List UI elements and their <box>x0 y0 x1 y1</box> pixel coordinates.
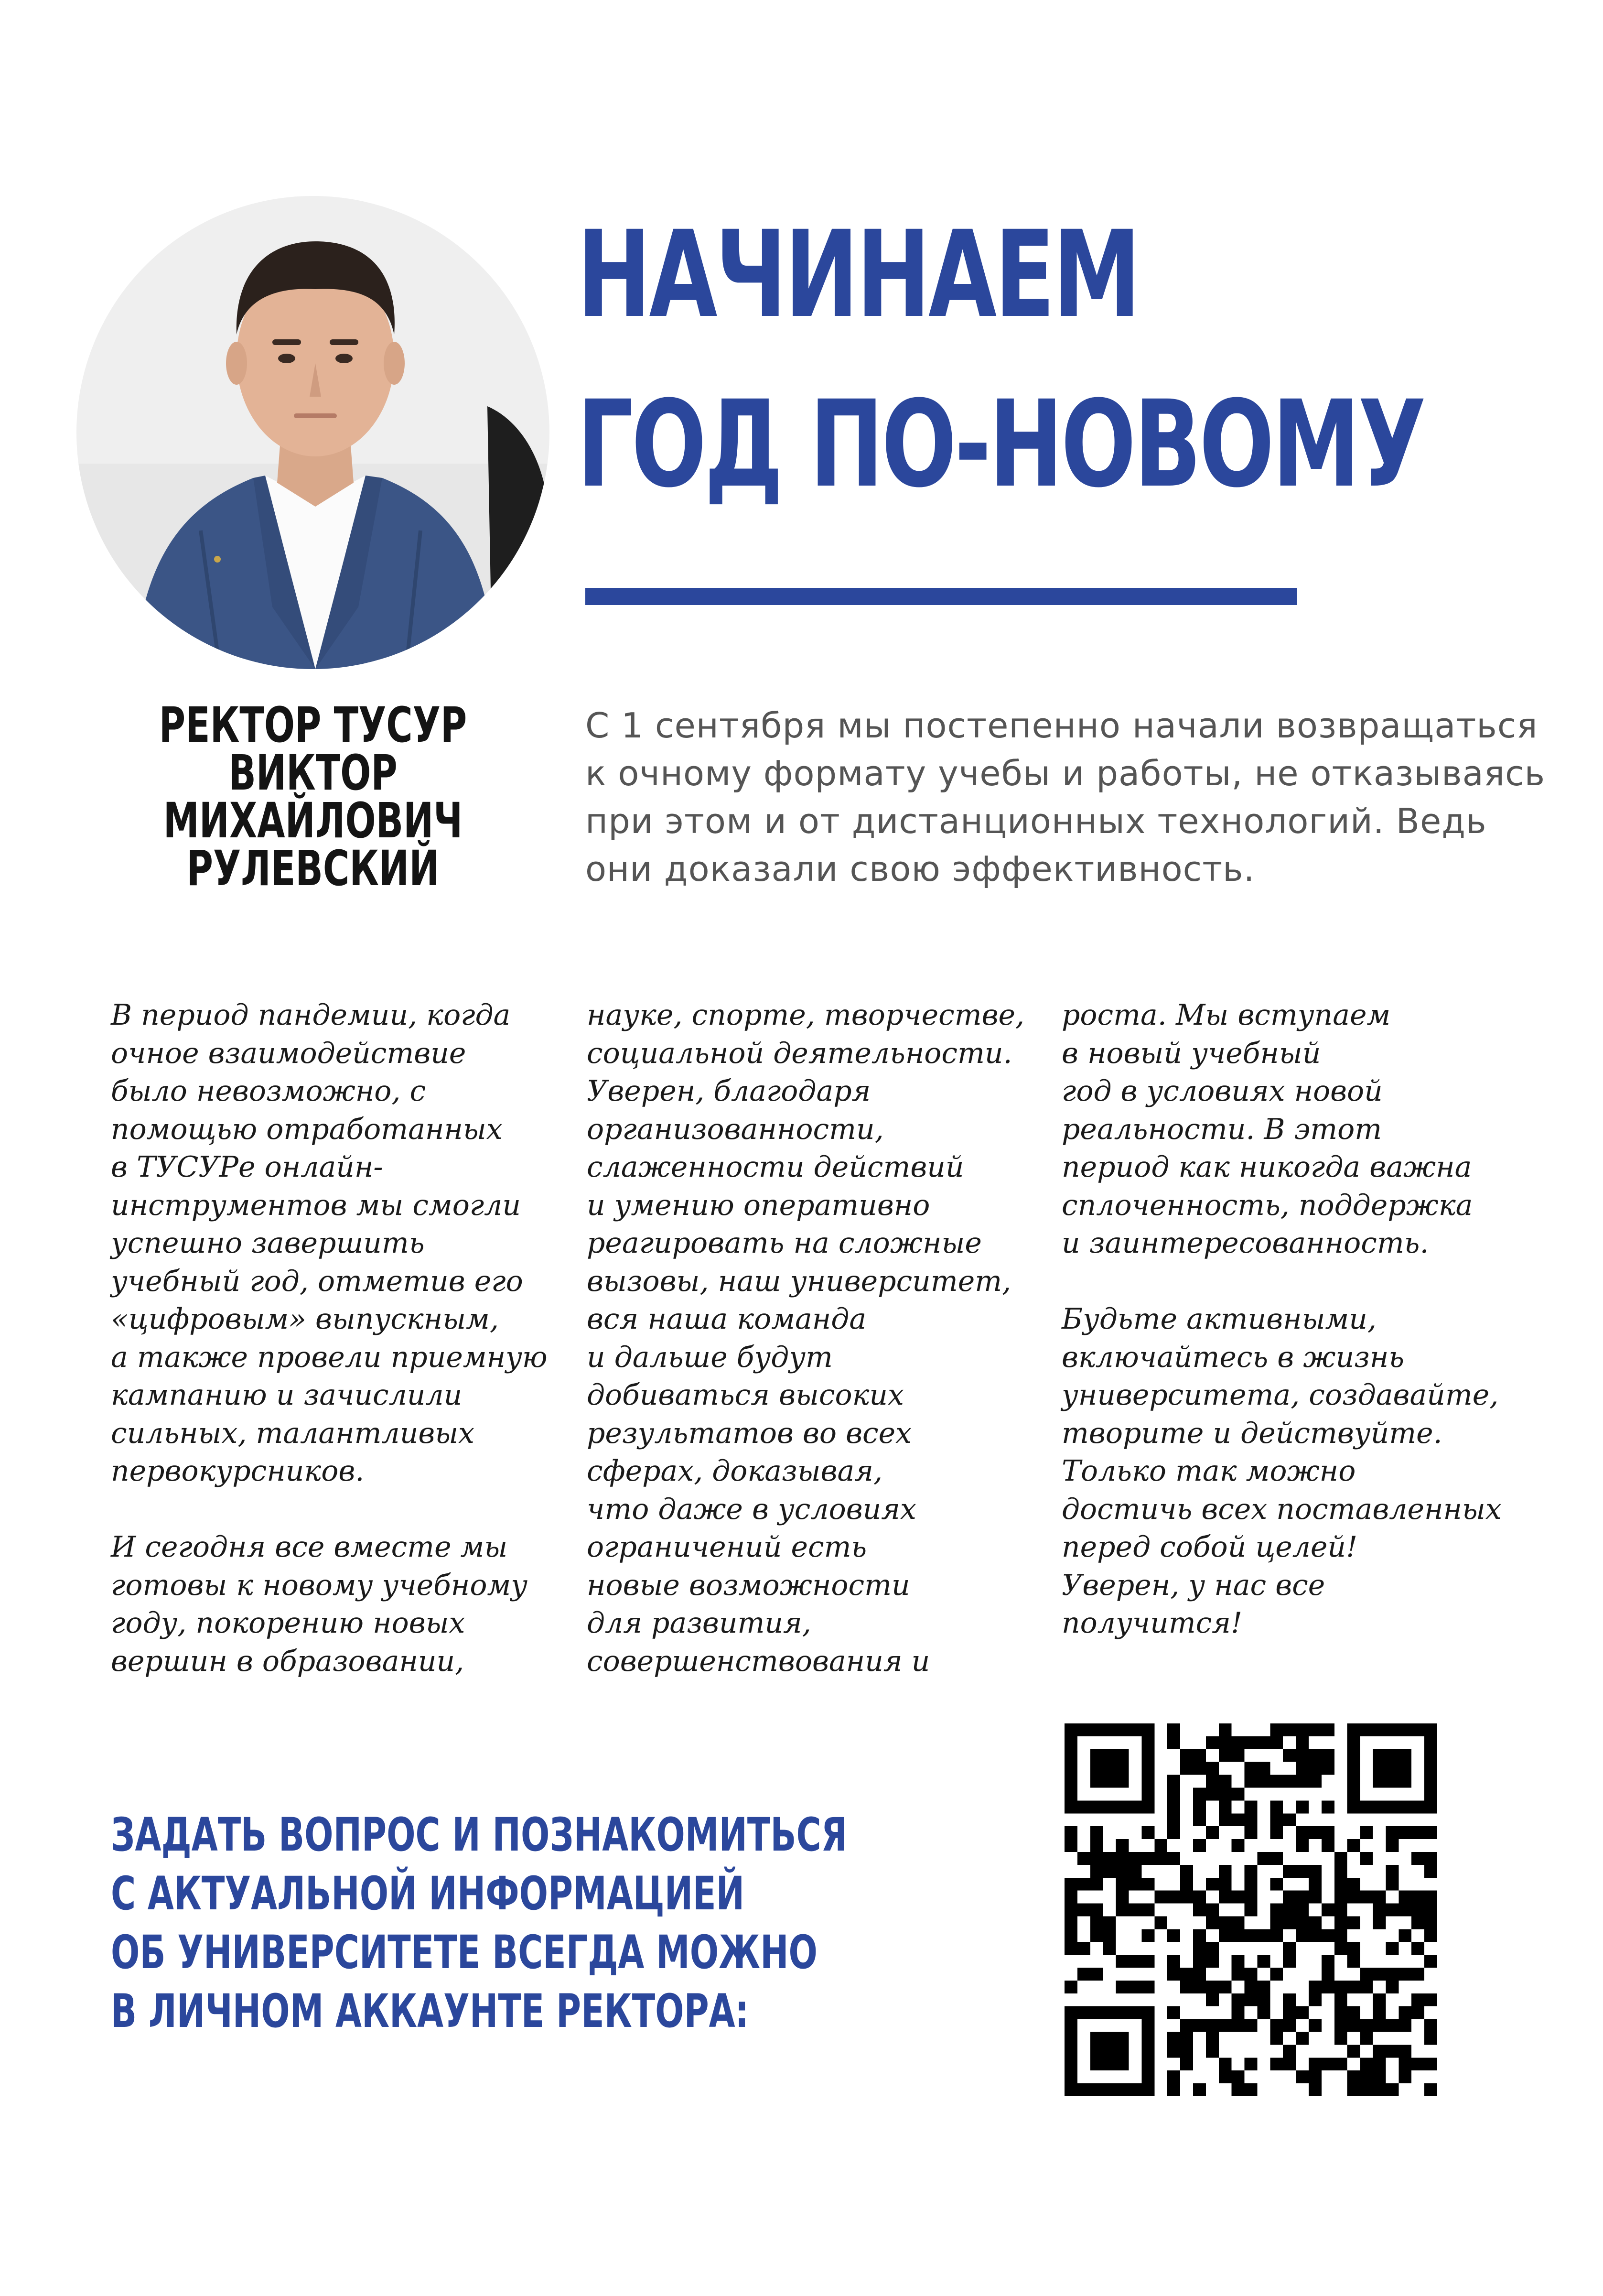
body-line: готовы к новому учебному <box>111 1568 527 1602</box>
body-line: помощью отработанных <box>111 1112 503 1146</box>
body-line: и заинтересованность. <box>1062 1226 1429 1260</box>
body-line: получится! <box>1062 1606 1243 1640</box>
body-line: сферах, доказывая, <box>587 1454 883 1488</box>
headline-line-2: ГОД ПО-НОВОМУ <box>577 375 1424 514</box>
lead-line: С 1 сентября мы постепенно начали возвращаться <box>585 705 1538 746</box>
body-line: ограничений есть <box>587 1530 867 1564</box>
rector-portrait <box>76 196 549 669</box>
body-line: Уверен, благодаря <box>587 1074 871 1108</box>
body-line: новые возможности <box>587 1568 910 1602</box>
body-line: а также провели приемную <box>111 1340 548 1374</box>
lead-line: они доказали свою эффективность. <box>585 849 1255 889</box>
body-line: вызовы, наш университет, <box>587 1264 1011 1298</box>
body-line: науке, спорте, творчестве, <box>587 998 1025 1032</box>
body-line: в ТУСУРе онлайн- <box>111 1150 383 1184</box>
body-line: что даже в условиях <box>587 1492 916 1526</box>
body-line: В период пандемии, когда <box>111 998 511 1032</box>
cta-line-1: ЗАДАТЬ ВОПРОС И ПОЗНАКОМИТЬСЯ <box>111 1808 848 1862</box>
body-line: организованности, <box>587 1112 884 1146</box>
body-line: было невозможно, с <box>111 1074 426 1108</box>
body-line: первокурсников. <box>111 1454 365 1488</box>
caption-line-2: ВИКТОР МИХАЙЛОВИЧ <box>163 745 463 849</box>
headline-underline <box>585 588 1297 605</box>
body-line: университета, создавайте, <box>1062 1378 1499 1412</box>
body-line: инструментов мы смогли <box>111 1188 521 1222</box>
call-to-action <box>111 1806 847 2041</box>
body-line: и умению оперативно <box>587 1188 930 1222</box>
cta-line-3: ОБ УНИВЕРСИТЕТЕ ВСЕГДА МОЖНО <box>111 1926 818 1979</box>
qr-code[interactable] <box>1065 1723 1437 2096</box>
body-column-3 <box>1062 996 1502 1643</box>
lead-line: к очному формату учебы и работы, не отказываясь <box>585 753 1546 793</box>
caption-line-3: РУЛЕВСКИЙ <box>186 840 440 897</box>
headline <box>577 205 1424 554</box>
paragraph-gap <box>111 1491 548 1529</box>
body-line: году, покорению новых <box>111 1606 465 1640</box>
body-line: творите и действуйте. <box>1062 1416 1442 1450</box>
body-line: вся наша команда <box>587 1302 867 1336</box>
body-line: добиваться высоких <box>587 1378 904 1412</box>
headline-line-1: НАЧИНАЕМ <box>577 205 1139 344</box>
body-line: сплоченность, поддержка <box>1062 1188 1473 1222</box>
body-line: результатов во всех <box>587 1416 912 1450</box>
rector-photo <box>76 196 549 669</box>
body-line: кампанию и зачислили <box>111 1378 463 1412</box>
body-line: достичь всех поставленных <box>1062 1492 1502 1526</box>
body-column-1 <box>111 996 548 1680</box>
body-line: слаженности действий <box>587 1150 964 1184</box>
body-line: вершин в образовании, <box>111 1644 464 1678</box>
body-line: реагировать на сложные <box>587 1226 982 1260</box>
body-line: очное взаимодействие <box>111 1036 466 1070</box>
body-line: и дальше будут <box>587 1340 833 1374</box>
lead-paragraph <box>585 702 1546 893</box>
paragraph-gap <box>1062 1263 1502 1301</box>
body-line: для развития, <box>587 1606 811 1640</box>
qr-code-icon <box>1065 1723 1437 2096</box>
body-line: «цифровым» выпускным, <box>111 1302 499 1336</box>
body-line: в новый учебный <box>1062 1036 1321 1070</box>
body-line: Только так можно <box>1062 1454 1356 1488</box>
body-line: роста. Мы вступаем <box>1062 998 1391 1032</box>
cta-line-4: В ЛИЧНОМ АККАУНТЕ РЕКТОРА: <box>111 1984 749 2038</box>
caption-line-1: РЕКТОР ТУСУР <box>159 697 467 754</box>
body-line: социальной деятельности. <box>587 1036 1012 1070</box>
lead-line: при этом и от дистанционных технологий. Ведь <box>585 801 1487 841</box>
body-line: включайтесь в жизнь <box>1062 1340 1405 1374</box>
cta-line-2: С АКТУАЛЬНОЙ ИНФОРМАЦИЕЙ <box>111 1867 745 1920</box>
portrait-caption <box>138 697 488 897</box>
body-line: перед собой целей! <box>1062 1530 1358 1564</box>
body-line: совершенствования и <box>587 1644 930 1678</box>
body-line: период как никогда важна <box>1062 1150 1472 1184</box>
body-line: Будьте активными, <box>1062 1302 1377 1336</box>
body-line: Уверен, у нас все <box>1062 1568 1325 1602</box>
body-line: реальности. В этот <box>1062 1112 1382 1146</box>
body-column-2 <box>587 996 1024 1680</box>
body-line: сильных, талантливых <box>111 1416 475 1450</box>
body-line: успешно завершить <box>111 1226 425 1260</box>
body-line: год в условиях новой <box>1062 1074 1383 1108</box>
body-line: И сегодня все вместе мы <box>111 1530 508 1564</box>
body-line: учебный год, отметив его <box>111 1264 523 1298</box>
